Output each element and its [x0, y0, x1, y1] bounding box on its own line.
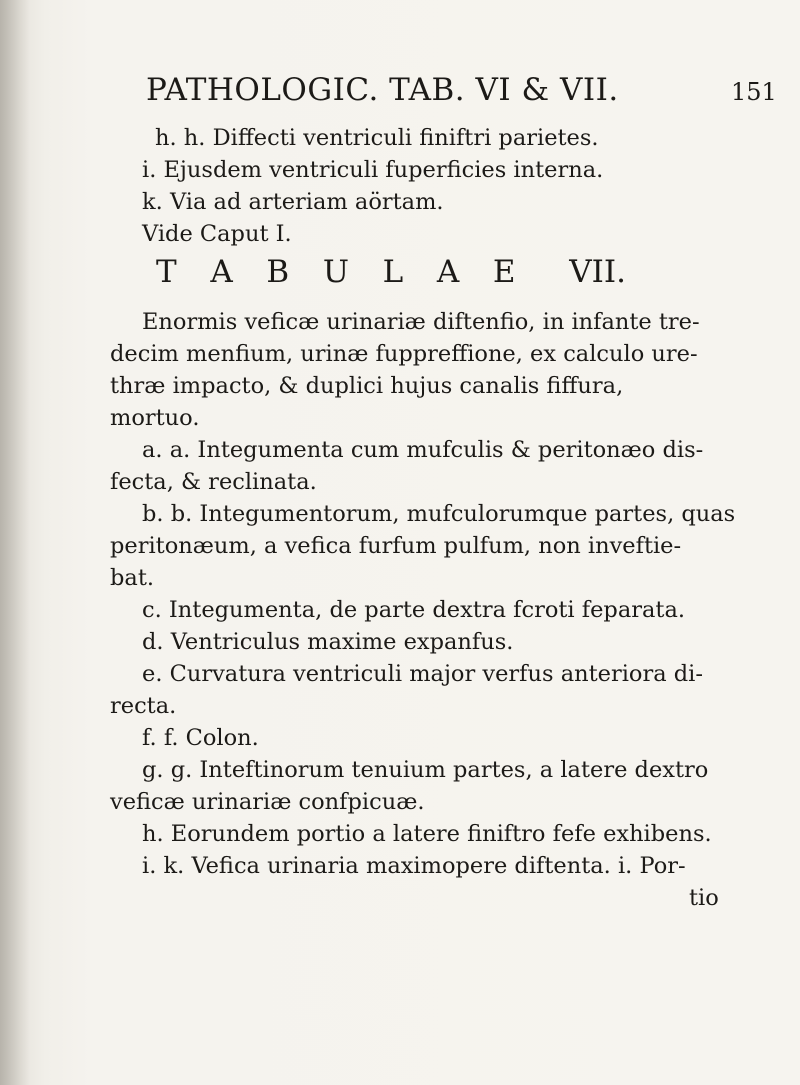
heading-letter: E	[492, 254, 516, 290]
catchword: tio	[689, 885, 719, 911]
page-number: 151	[731, 78, 777, 106]
text-line: Enormis veficæ urinariæ diftenfio, in infante tre-	[142, 309, 700, 335]
heading-letter: A	[210, 254, 233, 290]
text-line: a. a. Integumenta cum mufculis & peritonæo dis-	[142, 437, 704, 463]
page-header	[146, 72, 786, 112]
text-line: bat.	[110, 565, 155, 591]
heading-number: VII.	[569, 254, 626, 290]
text-line: recta.	[110, 693, 177, 719]
text-line: d. Ventriculus maxime expanfus.	[142, 629, 514, 655]
text-line: decim menfium, urinæ fuppreffione, ex calculo ure-	[110, 341, 698, 367]
text-line: fecta, & reclinata.	[110, 469, 317, 495]
text-line: e. Curvatura ventriculi major verfus anteriora di-	[142, 661, 703, 687]
heading-letter: T	[156, 254, 177, 290]
text-line: g. g. Inteftinorum tenuium partes, a latere dextro	[142, 757, 709, 783]
text-line: mortuo.	[110, 405, 200, 431]
legend-line: h. h. Diffecti ventriculi finiftri parietes.	[155, 125, 599, 151]
section-heading	[156, 254, 626, 290]
text-line: i. k. Vefica urinaria maximopere diftenta. i. Por-	[142, 853, 686, 879]
heading-letter: U	[322, 254, 349, 290]
legend-line: k. Via ad arteriam aörtam.	[142, 189, 444, 215]
legend-line: Vide Caput I.	[142, 221, 292, 247]
text-line: peritonæum, a vefica furfum pulfum, non inveftie-	[110, 533, 682, 559]
text-line: veficæ urinariæ confpicuæ.	[110, 789, 425, 815]
text-line: f. f. Colon.	[142, 725, 259, 751]
heading-letter: B	[266, 254, 290, 290]
text-line: b. b. Integumentorum, mufculorumque partes, quas	[142, 501, 736, 527]
text-line: c. Integumenta, de parte dextra fcroti feparata.	[142, 597, 686, 623]
running-head: PATHOLOGIC. TAB. VI & VII.	[146, 72, 619, 108]
heading-letter: L	[382, 254, 404, 290]
legend-line: i. Ejusdem ventriculi fuperficies interna.	[142, 157, 604, 183]
gutter-shadow	[0, 0, 30, 1085]
text-line: thræ impacto, & duplici hujus canalis fiffura,	[110, 373, 624, 399]
text-line: h. Eorundem portio a latere finiftro fefe exhibens.	[142, 821, 712, 847]
heading-letter: A	[436, 254, 460, 290]
